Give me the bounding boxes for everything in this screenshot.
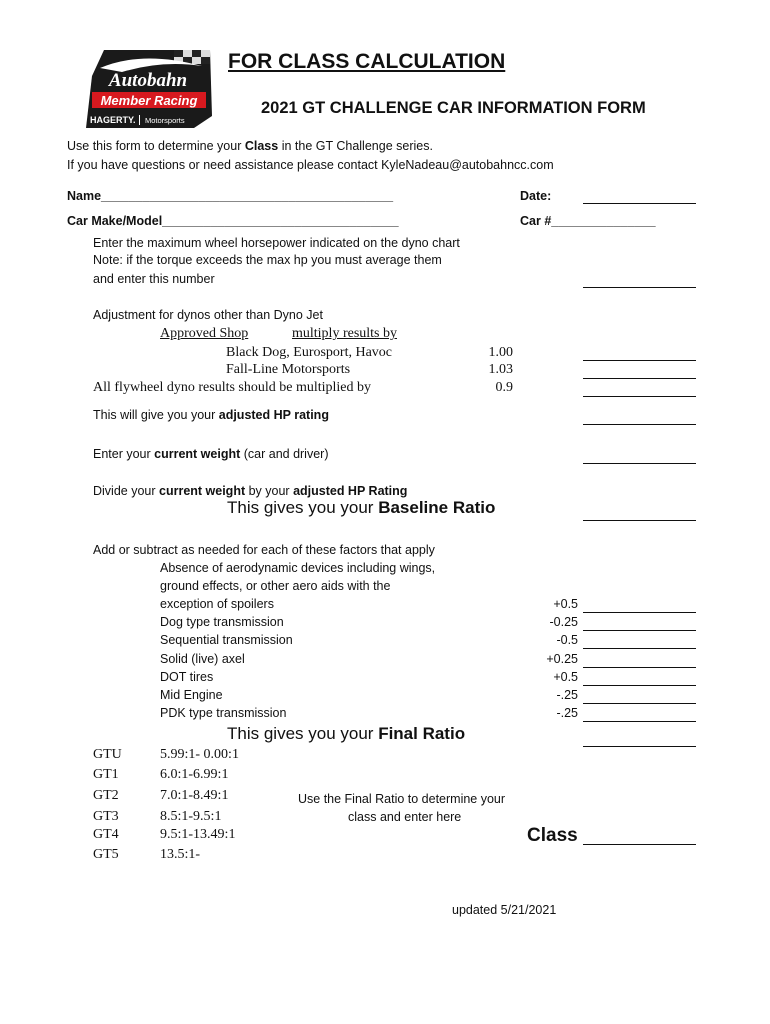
adjustment-mult-row-2: 1.03: [488, 362, 513, 377]
svg-text:Autobahn: Autobahn: [108, 70, 188, 91]
class-range: 6.0:1-6.99:1: [160, 767, 229, 782]
class-range: 9.5:1-13.49:1: [160, 827, 236, 842]
adjustment-heading: Adjustment for dynos other than Dyno Jet: [93, 308, 323, 322]
factor-value: +0.5: [553, 670, 578, 684]
adjusted-hp-text: This will give you your adjusted HP rating: [93, 408, 329, 422]
svg-text:HAGERTY.: HAGERTY.: [90, 115, 136, 125]
aero-factor-line-2: ground effects, or other aero aids with the: [160, 579, 391, 593]
factors-heading: Add or subtract as needed for each of these factors that apply: [93, 543, 435, 557]
max-hp-input-line[interactable]: [583, 287, 696, 288]
use-final-ratio-line-2: class and enter here: [348, 810, 462, 824]
adjusted-hp-input-line[interactable]: [583, 424, 696, 425]
factor-value: -.25: [556, 688, 578, 702]
adjustment-shop-row-2: Fall-Line Motorsports: [226, 362, 351, 377]
date-label: Date:: [520, 189, 552, 203]
factor-input-line-aero[interactable]: [583, 612, 696, 613]
baseline-ratio-input-line[interactable]: [583, 520, 696, 521]
svg-text:Motorsports: Motorsports: [145, 116, 185, 125]
factor-value: -.25: [556, 706, 578, 720]
factor-input-line[interactable]: [583, 685, 696, 686]
class-input-line[interactable]: [583, 844, 696, 845]
adjust-input-line-1[interactable]: [583, 360, 696, 361]
autobahn-member-racing-logo: [82, 46, 214, 130]
factor-input-line[interactable]: [583, 721, 696, 722]
factor-label: PDK type transmission: [160, 706, 287, 720]
class-name: GT3: [93, 809, 119, 824]
baseline-ratio-text: This gives you your Baseline Ratio: [227, 498, 496, 517]
adjust-input-line-2[interactable]: [583, 378, 696, 379]
car-make-model-field[interactable]: Car Make/Model__________________________________: [67, 214, 399, 228]
aero-factor-line-1: Absence of aerodynamic devices including wings,: [160, 561, 436, 575]
class-range: 5.99:1- 0.00:1: [160, 747, 239, 762]
form-subtitle: 2021 GT CHALLENGE CAR INFORMATION FORM: [261, 99, 646, 117]
weight-input-line[interactable]: [583, 463, 696, 464]
weight-text: Enter your current weight (car and driver): [93, 447, 329, 461]
class-range: 8.5:1-9.5:1: [160, 809, 222, 824]
class-name: GTU: [93, 747, 122, 762]
factor-label: Mid Engine: [160, 688, 223, 702]
adjustment-shop-row-1: Black Dog, Eurosport, Havoc: [226, 345, 393, 360]
class-name: GT4: [93, 827, 119, 842]
date-input-line[interactable]: [583, 203, 696, 204]
factor-input-line[interactable]: [583, 630, 696, 631]
updated-date: updated 5/21/2021: [452, 903, 557, 917]
class-label: Class: [527, 825, 578, 846]
intro-line-2: If you have questions or need assistance please contact KyleNadeau@autobahncc.com: [67, 158, 554, 172]
final-ratio-text: This gives you your Final Ratio: [227, 724, 466, 743]
page-title: FOR CLASS CALCULATION: [228, 50, 506, 73]
aero-factor-line-3: exception of spoilers: [160, 597, 274, 611]
factor-label: Solid (live) axel: [160, 652, 245, 666]
multiply-header: multiply results by: [292, 326, 397, 341]
car-number-field[interactable]: Car #_______________: [520, 214, 656, 228]
intro-line-1: Use this form to determine your Class in the GT Challenge series.: [67, 139, 433, 153]
class-name: GT5: [93, 847, 119, 862]
factor-value: -0.5: [556, 633, 578, 647]
factor-input-line[interactable]: [583, 703, 696, 704]
factor-input-line[interactable]: [583, 648, 696, 649]
adjustment-mult-row-3: 0.9: [495, 380, 513, 395]
divide-text: Divide your current weight by your adjusted HP Rating: [93, 484, 408, 498]
factor-input-line[interactable]: [583, 667, 696, 668]
factor-label: Dog type transmission: [160, 615, 284, 629]
class-range: 13.5:1-: [160, 847, 201, 862]
factor-label: DOT tires: [160, 670, 214, 684]
adjustment-mult-row-1: 1.00: [488, 345, 513, 360]
factor-value: +0.25: [546, 652, 578, 666]
aero-factor-value: +0.5: [553, 597, 578, 611]
use-final-ratio-line-1: Use the Final Ratio to determine your: [298, 792, 506, 806]
factor-label: Sequential transmission: [160, 633, 293, 647]
class-range: 7.0:1-8.49:1: [160, 788, 229, 803]
class-name: GT1: [93, 767, 119, 782]
name-field[interactable]: Name__________________________________________: [67, 189, 394, 203]
dyno-instruction-1: Enter the maximum wheel horsepower indicated on the dyno chart: [93, 236, 460, 250]
class-name: GT2: [93, 788, 119, 803]
dyno-instruction-2: Note: if the torque exceeds the max hp you must average them: [93, 253, 442, 267]
adjust-input-line-3[interactable]: [583, 396, 696, 397]
dyno-instruction-3: and enter this number: [93, 272, 215, 286]
factor-value: -0.25: [549, 615, 578, 629]
svg-text:Member Racing: Member Racing: [100, 93, 198, 108]
adjustment-shop-row-3: All flywheel dyno results should be multiplied by: [93, 380, 372, 395]
final-ratio-input-line[interactable]: [583, 746, 696, 747]
approved-shop-header: Approved Shop: [160, 326, 249, 341]
